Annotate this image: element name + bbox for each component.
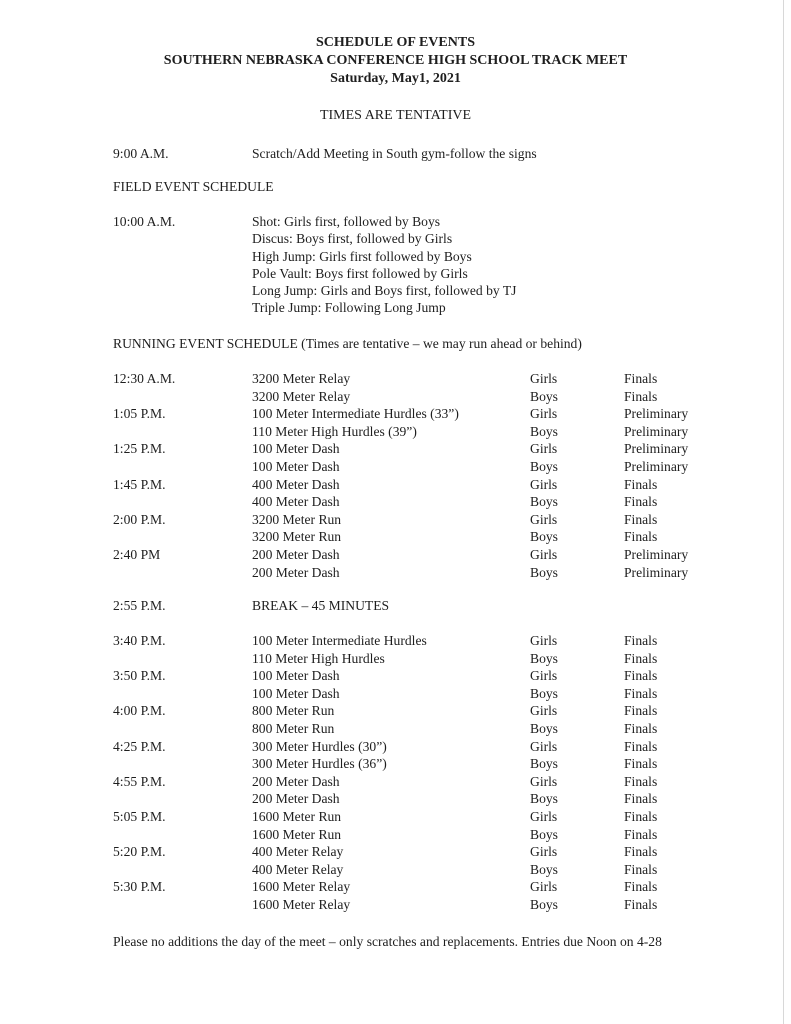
schedule-round: Finals: [624, 879, 658, 895]
schedule-time: 5:05 P.M.: [113, 809, 166, 824]
field-event: High Jump: Girls first followed by Boys: [252, 249, 472, 264]
schedule-gender: Girls: [530, 547, 558, 562]
schedule-event: 400 Meter Dash: [252, 494, 340, 510]
schedule-gender: Boys: [530, 650, 558, 666]
schedule-time: 5:30 P.M.: [113, 879, 166, 895]
schedule-time: 3:40 P.M.: [113, 633, 166, 648]
schedule-event: 3200 Meter Relay: [252, 388, 351, 404]
meet-date: Saturday, May1, 2021: [330, 71, 461, 86]
schedule-round: Finals: [624, 773, 658, 789]
schedule-round: Preliminary: [624, 547, 689, 562]
tentative-note: TIMES ARE TENTATIVE: [319, 108, 472, 123]
schedule-round: Finals: [624, 668, 658, 684]
schedule-gender: Girls: [530, 879, 558, 895]
schedule-gender: Boys: [530, 459, 558, 474]
schedule-gender: Girls: [530, 371, 558, 386]
schedule-event: 200 Meter Dash: [252, 773, 340, 789]
schedule-gender: Boys: [530, 756, 558, 772]
schedule-gender: Boys: [530, 897, 558, 912]
doc-title: SCHEDULE OF EVENTS: [316, 35, 475, 50]
running-heading: RUNNING EVENT SCHEDULE (Times are tentative – we may run ahead or behind): [113, 336, 582, 351]
schedule-event: 110 Meter High Hurdles (39”): [252, 423, 417, 439]
schedule-event: 200 Meter Dash: [252, 564, 340, 580]
schedule-round: Preliminary: [624, 406, 689, 422]
schedule-event: 400 Meter Relay: [252, 861, 344, 877]
field-heading: FIELD EVENT SCHEDULE: [113, 179, 274, 194]
schedule-gender: Boys: [530, 861, 558, 877]
schedule-event: 400 Meter Dash: [252, 476, 340, 492]
schedule-round: Finals: [624, 371, 658, 386]
schedule-event: 200 Meter Dash: [252, 791, 340, 807]
schedule-round: Finals: [624, 721, 658, 736]
schedule-round: Finals: [624, 388, 658, 404]
schedule-round: Finals: [624, 511, 658, 527]
schedule-event: 200 Meter Dash: [252, 547, 340, 562]
meet-name: SOUTHERN NEBRASKA CONFERENCE HIGH SCHOOL TRACK MEET: [163, 53, 628, 68]
schedule-event: 100 Meter Dash: [252, 441, 340, 457]
schedule-round: Finals: [624, 529, 658, 545]
schedule-gender: Girls: [530, 809, 558, 824]
field-event: Triple Jump: Following Long Jump: [252, 300, 446, 315]
break-time: 2:55 P.M.: [113, 598, 166, 613]
break-text: BREAK – 45 MINUTES: [252, 598, 390, 613]
schedule-gender: Boys: [530, 791, 558, 807]
schedule-round: Finals: [624, 476, 658, 492]
schedule-event: 300 Meter Hurdles (30”): [252, 738, 387, 754]
schedule-gender: Boys: [530, 564, 558, 580]
schedule-round: Finals: [624, 685, 658, 701]
schedule-event: 3200 Meter Run: [252, 529, 342, 545]
schedule-round: Finals: [624, 809, 658, 824]
schedule-event: 800 Meter Run: [252, 703, 335, 719]
schedule-round: Finals: [624, 897, 658, 912]
schedule-round: Preliminary: [624, 459, 689, 474]
schedule-gender: Boys: [530, 685, 558, 701]
field-event: Discus: Boys first, followed by Girls: [252, 231, 453, 246]
field-event: Shot: Girls first, followed by Boys: [252, 214, 441, 229]
schedule-event: 800 Meter Run: [252, 721, 335, 736]
schedule-round: Finals: [624, 633, 658, 648]
schedule-gender: Boys: [530, 721, 558, 736]
schedule-gender: Girls: [530, 511, 558, 527]
schedule-round: Finals: [624, 756, 658, 772]
schedule-round: Finals: [624, 703, 658, 719]
schedule-gender: Girls: [530, 476, 558, 492]
schedule-event: 100 Meter Intermediate Hurdles: [252, 633, 427, 648]
schedule-gender: Girls: [530, 668, 558, 684]
schedule-time: 2:00 P.M.: [113, 511, 166, 527]
schedule-time: 4:25 P.M.: [113, 738, 166, 754]
schedule-time: 4:00 P.M.: [113, 703, 166, 719]
schedule-round: Finals: [624, 650, 658, 666]
schedule-event: 110 Meter High Hurdles: [252, 650, 385, 666]
schedule-gender: Boys: [530, 529, 558, 545]
page-edge-line: [783, 0, 784, 1024]
schedule-event: 300 Meter Hurdles (36”): [252, 756, 387, 772]
schedule-time: 1:25 P.M.: [113, 441, 166, 457]
schedule-event: 1600 Meter Run: [252, 826, 342, 842]
schedule-gender: Boys: [530, 388, 558, 404]
schedule-round: Finals: [624, 791, 658, 807]
schedule-time: 1:05 P.M.: [113, 406, 166, 422]
schedule-round: Finals: [624, 494, 658, 510]
schedule-event: 400 Meter Relay: [252, 844, 344, 860]
scratch-time: 9:00 A.M.: [113, 146, 169, 161]
schedule-gender: Girls: [530, 773, 558, 789]
footer-note: Please no additions the day of the meet – only scratches and replacements. Entries due Noon on 4-28: [113, 934, 662, 949]
schedule-time: 5:20 P.M.: [113, 844, 166, 860]
schedule-round: Finals: [624, 826, 658, 842]
schedule-time: 3:50 P.M.: [113, 668, 166, 684]
schedule-event: 100 Meter Dash: [252, 668, 340, 684]
schedule-round: Preliminary: [624, 423, 689, 439]
schedule-round: Finals: [624, 861, 658, 877]
schedule-time: 12:30 A.M.: [113, 371, 176, 386]
schedule-round: Preliminary: [624, 564, 689, 580]
schedule-gender: Girls: [530, 738, 558, 754]
schedule-event: 1600 Meter Run: [252, 809, 342, 824]
schedule-round: Preliminary: [624, 441, 689, 457]
field-event: Long Jump: Girls and Boys first, followed by TJ: [252, 283, 517, 298]
scratch-text: Scratch/Add Meeting in South gym-follow the signs: [252, 146, 537, 161]
schedule-event: 3200 Meter Run: [252, 511, 342, 527]
schedule-gender: Girls: [530, 441, 558, 457]
schedule-round: Finals: [624, 738, 658, 754]
schedule-gender: Girls: [530, 844, 558, 860]
schedule-event: 100 Meter Dash: [252, 459, 340, 474]
schedule-gender: Girls: [530, 406, 558, 422]
schedule-gender: Boys: [530, 423, 558, 439]
schedule-gender: Boys: [530, 826, 558, 842]
schedule-event: 100 Meter Intermediate Hurdles (33”): [252, 406, 459, 422]
schedule-round: Finals: [624, 844, 658, 860]
schedule-event: 100 Meter Dash: [252, 685, 340, 701]
field-time: 10:00 A.M.: [113, 214, 176, 229]
schedule-time: 4:55 P.M.: [113, 773, 166, 789]
schedule-event: 1600 Meter Relay: [252, 897, 351, 912]
schedule-gender: Girls: [530, 633, 558, 648]
schedule-event: 3200 Meter Relay: [252, 371, 351, 386]
schedule-time: 2:40 PM: [113, 547, 161, 562]
schedule-gender: Girls: [530, 703, 558, 719]
schedule-event: 1600 Meter Relay: [252, 879, 351, 895]
field-event: Pole Vault: Boys first followed by Girls: [252, 266, 468, 281]
schedule-gender: Boys: [530, 494, 558, 510]
schedule-time: 1:45 P.M.: [113, 476, 166, 492]
